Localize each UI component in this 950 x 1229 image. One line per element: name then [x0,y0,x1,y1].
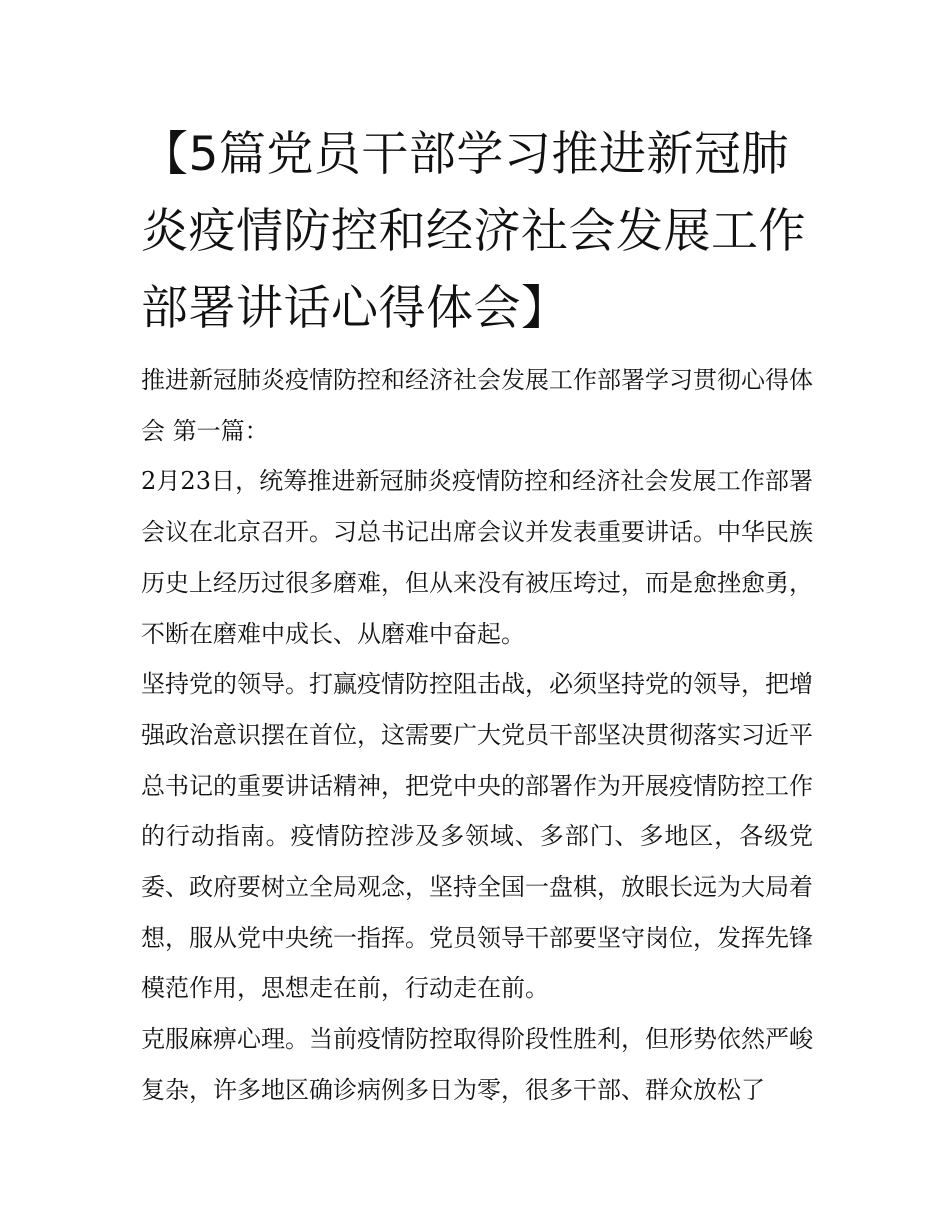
paragraph-overcome-complacency: 克服麻痹心理。当前疫情防控取得阶段性胜利，但形势依然严峻复杂，许多地区确诊病例多日为零，很多干部、群众放松了 [141,1025,813,1104]
document-content [141,116,813,1116]
paragraph-party-leadership: 坚持党的领导。打赢疫情防控阻击战，必须坚持党的领导，把增强政治意识摆在首位，这需要广大党员干部坚决贯彻落实习近平总书记的重要讲话精神，把党中央的部署作为开展疫情防控工作的行动指南。疫情防控涉及多领域、多部门、多地区，各级党委、政府要树立全局观念，坚持全国一盘棋，放眼长远为大局着想，服从党中央统一指挥。党员领导干部要坚守岗位，发挥先锋模范作用，思想走在前，行动走在前。 [141,670,813,1003]
paragraph-meeting: 2月23日，统筹推进新冠肺炎疫情防控和经济社会发展工作部署会议在北京召开。习总书记出席会议并发表重要讲话。中华民族历史上经历过很多磨难，但从来没有被压垮过，而是愈挫愈勇，不断在磨难中成长、从磨难中奋起。 [141,467,813,648]
paragraph-intro: 推进新冠肺炎疫情防控和经济社会发展工作部署学习贯彻心得体会 第一篇： [141,366,813,445]
document-body [141,355,813,1116]
document-title: 【5篇党员干部学习推进新冠肺炎疫情防控和经济社会发展工作部署讲话心得体会】 [141,127,806,336]
